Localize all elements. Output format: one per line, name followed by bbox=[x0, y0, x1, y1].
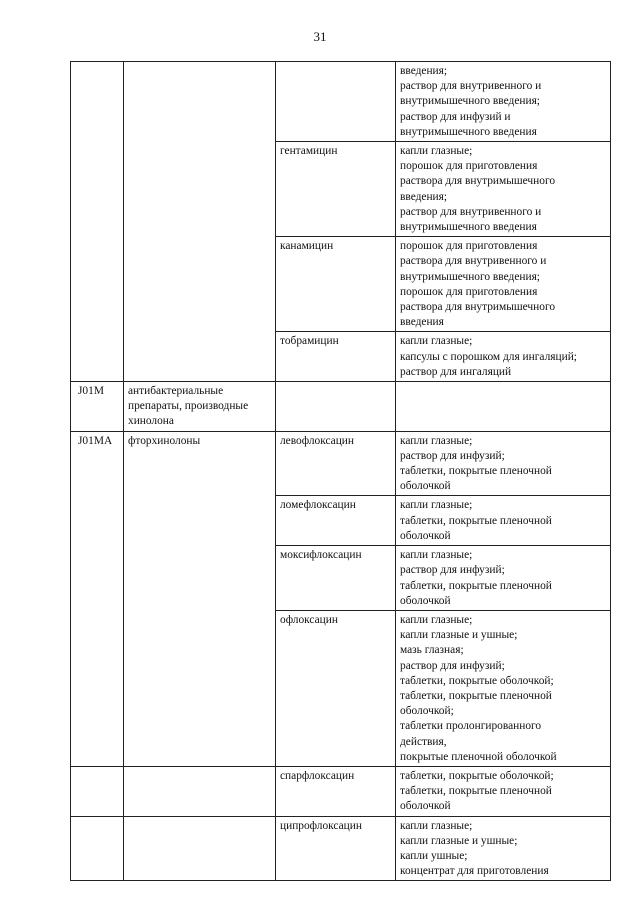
dosage-forms-cell-line: введения; bbox=[400, 190, 448, 203]
drug-name: спарфлоксацин bbox=[280, 769, 355, 782]
dosage-forms-cell-line: мазь глазная; bbox=[400, 644, 464, 657]
dosage-forms-cell-line: таблетки, покрытые пленочной bbox=[400, 579, 552, 592]
dosage-forms-cell-line: таблетки пролонгированного bbox=[400, 720, 542, 733]
dosage-forms-cell-line: капли глазные; bbox=[400, 613, 473, 626]
drug-name: ломефлоксацин bbox=[280, 499, 356, 512]
dosage-forms-cell-line: раствор для инфузий и bbox=[400, 110, 511, 123]
dosage-forms-cell-line: внутримышечного введения; bbox=[400, 95, 540, 108]
dosage-forms-cell-line: капли глазные; bbox=[400, 819, 473, 832]
drug-name: ципрофлоксацин bbox=[280, 819, 362, 832]
table-row bbox=[71, 62, 611, 142]
drug-name-cell bbox=[276, 496, 396, 546]
drug-name: моксифлоксацин bbox=[280, 549, 362, 562]
atc-code-cell bbox=[71, 62, 124, 382]
group-name-cell bbox=[124, 431, 276, 766]
atc-code: J01M bbox=[78, 385, 104, 398]
dosage-forms-cell-line: капсулы с порошком для ингаляций; bbox=[400, 350, 577, 363]
drug-name: канамицин bbox=[280, 240, 334, 253]
dosage-forms-cell bbox=[396, 382, 611, 432]
dosage-forms-cell-line: раствор для инфузий; bbox=[400, 449, 505, 462]
dosage-forms-cell-line: оболочкой bbox=[400, 800, 451, 813]
group-name-cell-line: антибактериальные bbox=[128, 385, 224, 398]
drug-name-cell bbox=[276, 431, 396, 496]
drug-name-cell bbox=[276, 816, 396, 881]
dosage-forms-cell-line: таблетки, покрытые пленочной bbox=[400, 785, 552, 798]
dosage-forms-cell-line: порошок для приготовления bbox=[400, 285, 538, 298]
dosage-forms-cell-line: капли глазные; bbox=[400, 549, 473, 562]
dosage-forms-cell bbox=[396, 237, 611, 332]
drug-name: гентамицин bbox=[280, 145, 338, 158]
dosage-forms-cell-line: внутримышечного введения bbox=[400, 125, 537, 138]
dosage-forms-cell-line: таблетки, покрытые пленочной bbox=[400, 465, 552, 478]
dosage-forms-cell-line: таблетки, покрытые пленочной bbox=[400, 689, 552, 702]
atc-code-cell bbox=[71, 816, 124, 881]
dosage-forms-cell-line: порошок для приготовления bbox=[400, 160, 538, 173]
dosage-forms-cell-line: раствора для внутримышечного bbox=[400, 301, 556, 314]
dosage-forms-cell-line: концентрат для приготовления bbox=[400, 865, 549, 878]
dosage-forms-cell-line: капли ушные; bbox=[400, 849, 468, 862]
group-name-cell bbox=[124, 382, 276, 432]
drug-name: тобрамицин bbox=[280, 335, 339, 348]
dosage-forms-cell-line: раствор для внутривенного и bbox=[400, 80, 542, 93]
dosage-forms-cell-line: капли глазные; bbox=[400, 335, 473, 348]
group-name-cell-line: фторхинолоны bbox=[128, 434, 201, 447]
drug-name-cell bbox=[276, 610, 396, 766]
dosage-forms-cell bbox=[396, 332, 611, 382]
drug-name-cell bbox=[276, 237, 396, 332]
dosage-forms-cell-line: оболочкой bbox=[400, 480, 451, 493]
dosage-forms-cell-line: раствор для ингаляций bbox=[400, 365, 512, 378]
dosage-forms-cell-line: оболочкой; bbox=[400, 705, 454, 718]
table-row bbox=[71, 816, 611, 881]
dosage-forms-cell-line: таблетки, покрытые оболочкой; bbox=[400, 674, 554, 687]
dosage-forms-cell-line: капли глазные; bbox=[400, 434, 473, 447]
dosage-forms-cell bbox=[396, 142, 611, 237]
group-name-cell-line: препараты, производные bbox=[128, 400, 249, 413]
dosage-forms-cell-line: капли глазные; bbox=[400, 145, 473, 158]
drug-name-cell bbox=[276, 546, 396, 611]
dosage-forms-cell bbox=[396, 496, 611, 546]
dosage-forms-cell-line: таблетки, покрытые пленочной bbox=[400, 514, 552, 527]
drug-name-cell bbox=[276, 382, 396, 432]
atc-code: J01MA bbox=[78, 434, 113, 447]
dosage-forms-cell-line: раствор для инфузий; bbox=[400, 659, 505, 672]
drug-name-cell bbox=[276, 142, 396, 237]
dosage-forms-cell-line: оболочкой bbox=[400, 529, 451, 542]
drug-name-cell bbox=[276, 766, 396, 816]
drug-name: офлоксацин bbox=[280, 613, 338, 626]
atc-code-cell bbox=[71, 382, 124, 432]
drug-name: левофлоксацин bbox=[280, 434, 354, 447]
dosage-forms-cell-line: капли глазные и ушные; bbox=[400, 834, 518, 847]
group-name-cell bbox=[124, 62, 276, 382]
dosage-forms-cell bbox=[396, 431, 611, 496]
drug-name-cell bbox=[276, 332, 396, 382]
dosage-forms-cell bbox=[396, 816, 611, 881]
dosage-forms-cell-line: покрытые пленочной оболочкой bbox=[400, 750, 557, 763]
atc-code-cell bbox=[71, 766, 124, 816]
dosage-forms-cell-line: введения bbox=[400, 316, 444, 329]
dosage-forms-cell-line: раствор для внутривенного и bbox=[400, 205, 542, 218]
dosage-forms-cell-line: капли глазные и ушные; bbox=[400, 629, 518, 642]
dosage-forms-cell bbox=[396, 62, 611, 142]
atc-code-cell bbox=[71, 431, 124, 766]
dosage-forms-cell-line: внутримышечного введения bbox=[400, 221, 537, 234]
table-row bbox=[71, 431, 611, 496]
group-name-cell bbox=[124, 816, 276, 881]
dosage-forms-cell bbox=[396, 546, 611, 611]
dosage-forms-cell bbox=[396, 766, 611, 816]
table-row bbox=[71, 766, 611, 816]
drug-name-cell bbox=[276, 62, 396, 142]
dosage-forms-cell-line: оболочкой bbox=[400, 594, 451, 607]
dosage-forms-cell-line: внутримышечного введения; bbox=[400, 270, 540, 283]
dosage-forms-cell-line: действия, bbox=[400, 735, 447, 748]
group-name-cell bbox=[124, 766, 276, 816]
dosage-forms-cell-line: раствора для внутривенного и bbox=[400, 255, 547, 268]
table-row bbox=[71, 382, 611, 432]
dosage-forms-cell-line: раствора для внутримышечного bbox=[400, 175, 556, 188]
dosage-forms-cell-line: таблетки, покрытые оболочкой; bbox=[400, 769, 554, 782]
page-number: 31 bbox=[313, 29, 327, 44]
dosage-forms-cell-line: введения; bbox=[400, 65, 448, 77]
dosage-forms-cell-line: капли глазные; bbox=[400, 499, 473, 512]
dosage-forms-cell bbox=[396, 610, 611, 766]
drug-table bbox=[70, 61, 611, 881]
dosage-forms-cell-line: раствор для инфузий; bbox=[400, 564, 505, 577]
group-name-cell-line: хинолона bbox=[128, 415, 174, 428]
dosage-forms-cell-line: порошок для приготовления bbox=[400, 240, 538, 253]
